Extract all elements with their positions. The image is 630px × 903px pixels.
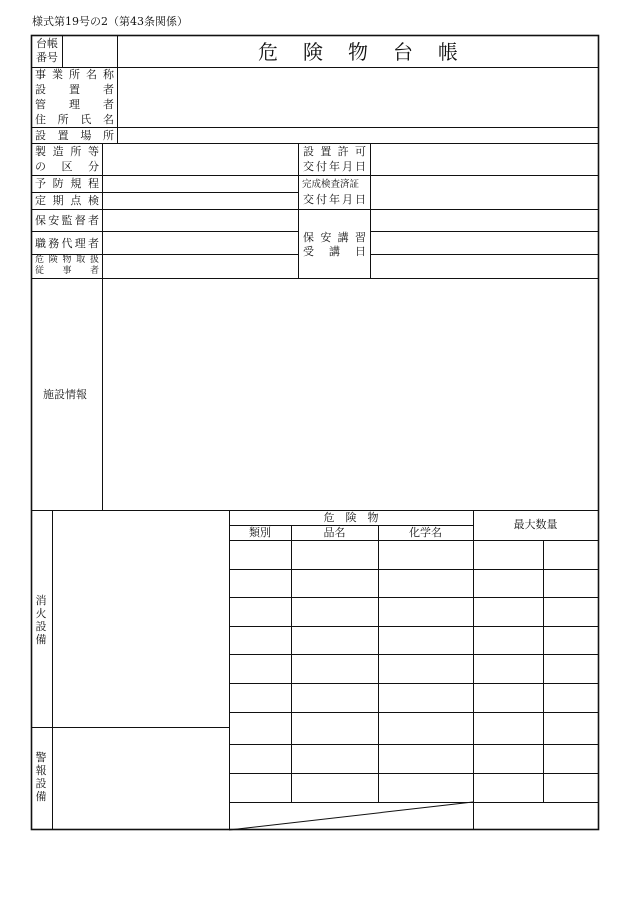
handler-label-2: 従事者 — [35, 266, 99, 276]
alarm-equipment-label: 警報設備 — [35, 751, 47, 803]
form-caption: 様式第19号の2（第43条関係） — [32, 15, 188, 28]
security-supervisor-label: 保安監督者 — [35, 214, 99, 227]
fire-equipment-label: 消火設備 — [35, 594, 47, 646]
permit-label-1: 設置許可 — [303, 145, 366, 158]
hazmat-header: 危 険 物 — [323, 511, 379, 524]
training-label-2: 受講日 — [303, 245, 366, 258]
manager-label: 管理者 — [35, 98, 114, 111]
handler-label-1: 危険物取扱 — [35, 255, 99, 265]
training-label-1: 保安講習 — [303, 231, 366, 244]
prevention-rules-label: 予防規程 — [35, 177, 99, 190]
completion-label-1: 完成検査済証 — [302, 179, 360, 190]
location-label: 設置場所 — [35, 129, 114, 142]
installer-label: 設置者 — [35, 83, 114, 96]
category-header: 類別 — [249, 526, 271, 539]
permit-label-2: 交付年月日 — [303, 160, 366, 173]
deputy-label: 職務代理者 — [35, 237, 99, 250]
facility-type-label-1: 製造所等 — [35, 145, 99, 158]
ledger-no-label-2: 番号 — [36, 51, 58, 64]
address-name-label: 住所氏名 — [35, 113, 114, 126]
periodic-inspection-label: 定期点検 — [35, 194, 99, 207]
chemical-name-header: 化学名 — [409, 526, 442, 539]
product-name-header: 品名 — [323, 526, 346, 539]
max-quantity-header: 最大数量 — [513, 518, 558, 531]
page-title: 危 険 物 台 帳 — [258, 40, 458, 64]
diagonal-line — [229, 802, 473, 830]
facility-info-label: 施設情報 — [43, 388, 87, 401]
ledger-no-label-1: 台帳 — [36, 37, 58, 50]
facility-type-label-2: の区分 — [35, 160, 99, 173]
completion-label-2: 交付年月日 — [303, 193, 366, 206]
business-name-label: 事業所名称 — [35, 68, 114, 81]
